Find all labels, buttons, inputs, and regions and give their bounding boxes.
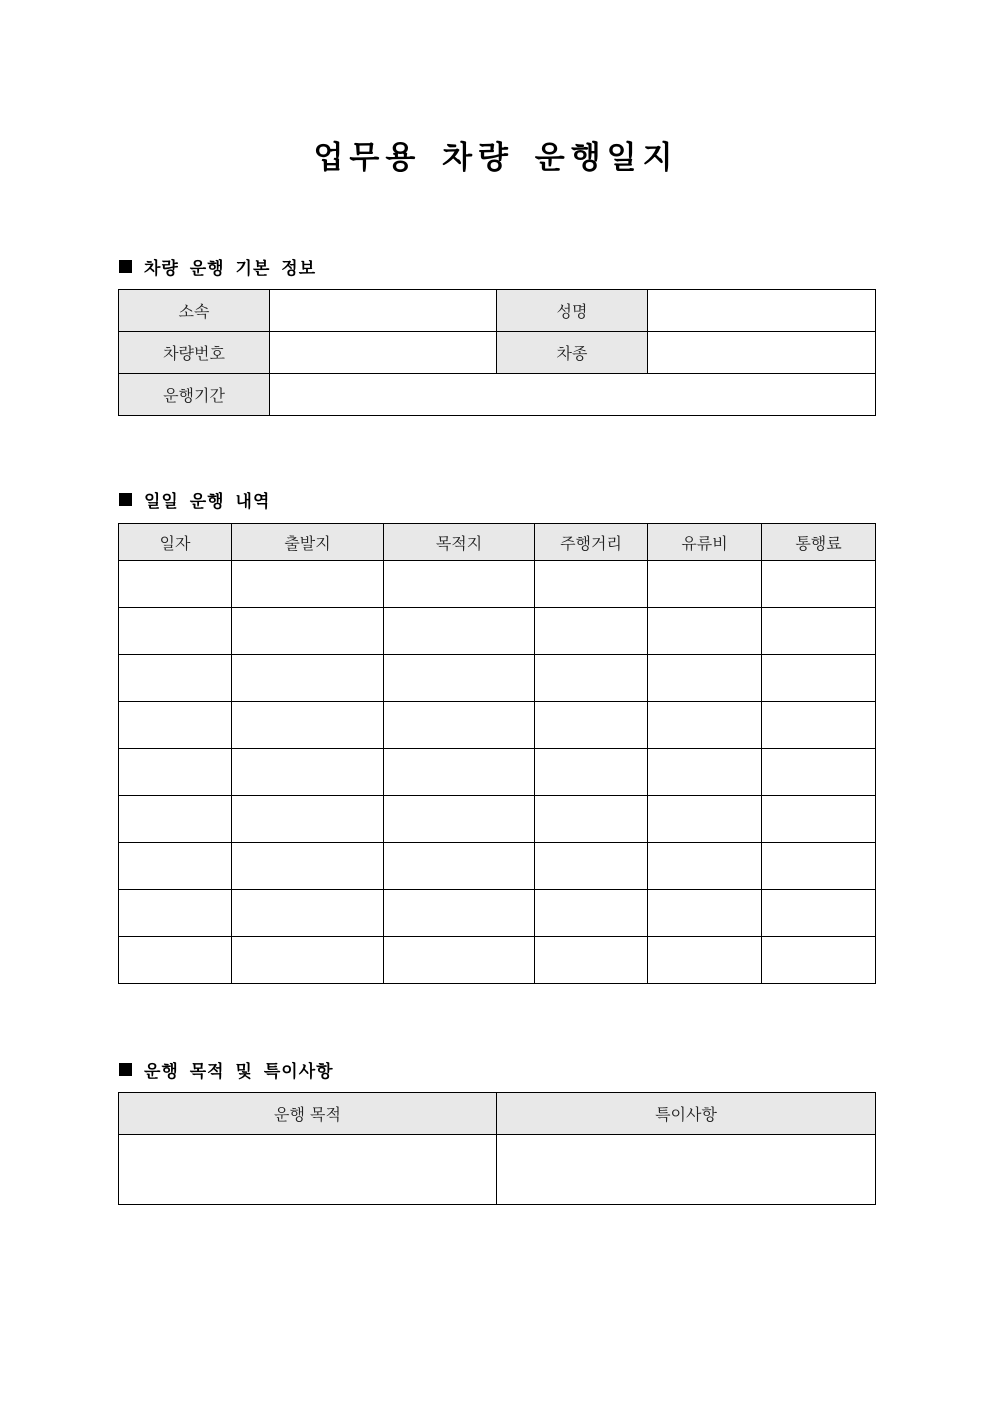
table-row [119, 749, 876, 796]
table-cell[interactable] [232, 608, 384, 655]
table-cell[interactable] [535, 843, 648, 890]
table-cell[interactable] [384, 749, 535, 796]
table-cell[interactable] [648, 655, 762, 702]
table-cell[interactable] [762, 655, 876, 702]
table-cell[interactable] [535, 655, 648, 702]
table-cell[interactable] [648, 561, 762, 608]
table-cell[interactable] [384, 655, 535, 702]
column-header: 통행료 [762, 524, 876, 561]
header-notes: 특이사항 [497, 1093, 876, 1135]
table-cell[interactable] [762, 937, 876, 984]
table-cell[interactable] [535, 890, 648, 937]
table-cell[interactable] [762, 796, 876, 843]
table-cell[interactable] [119, 702, 232, 749]
field-vehicle-type[interactable] [648, 332, 876, 374]
table-cell[interactable] [232, 890, 384, 937]
table-cell[interactable] [762, 843, 876, 890]
column-header: 일자 [119, 524, 232, 561]
table-cell[interactable] [384, 561, 535, 608]
table-cell[interactable] [648, 890, 762, 937]
table-cell[interactable] [232, 702, 384, 749]
field-period[interactable] [270, 374, 876, 416]
table-row [119, 890, 876, 937]
table-cell[interactable] [119, 796, 232, 843]
table-cell[interactable] [648, 937, 762, 984]
table-cell[interactable] [119, 561, 232, 608]
field-affiliation[interactable] [270, 290, 497, 332]
table-cell[interactable] [119, 890, 232, 937]
table-cell[interactable] [384, 843, 535, 890]
table-cell[interactable] [119, 937, 232, 984]
section-heading-label: 일일 운행 내역 [144, 492, 271, 512]
table-cell[interactable] [119, 655, 232, 702]
table-row [119, 702, 876, 749]
field-notes[interactable] [497, 1135, 876, 1205]
table-cell[interactable] [535, 561, 648, 608]
label-affiliation: 소속 [119, 290, 270, 332]
table-cell[interactable] [232, 561, 384, 608]
purpose-notes-table [118, 1092, 876, 1205]
section-heading-purpose [119, 1057, 334, 1082]
label-name: 성명 [497, 290, 648, 332]
table-cell[interactable] [535, 937, 648, 984]
table-cell[interactable] [762, 890, 876, 937]
section-heading-basic-info [119, 254, 316, 279]
column-header: 목적지 [384, 524, 535, 561]
table-cell[interactable] [384, 890, 535, 937]
table-cell[interactable] [535, 608, 648, 655]
daily-log-table [118, 523, 876, 984]
label-period: 운행기간 [119, 374, 270, 416]
table-row [119, 796, 876, 843]
table-cell[interactable] [648, 796, 762, 843]
table-row [119, 937, 876, 984]
table-cell[interactable] [232, 796, 384, 843]
table-cell[interactable] [384, 796, 535, 843]
table-cell[interactable] [384, 937, 535, 984]
column-header: 주행거리 [535, 524, 648, 561]
section-heading-label: 운행 목적 및 특이사항 [144, 1062, 334, 1082]
table-cell[interactable] [535, 749, 648, 796]
table-row [119, 608, 876, 655]
label-vehicle-number: 차량번호 [119, 332, 270, 374]
table-cell[interactable] [384, 702, 535, 749]
table-cell[interactable] [762, 608, 876, 655]
table-cell[interactable] [762, 561, 876, 608]
table-cell[interactable] [648, 749, 762, 796]
table-cell[interactable] [535, 702, 648, 749]
header-purpose: 운행 목적 [119, 1093, 497, 1135]
section-heading-label: 차량 운행 기본 정보 [144, 259, 317, 279]
table-cell[interactable] [648, 702, 762, 749]
table-cell[interactable] [119, 749, 232, 796]
document-title: 업무용 차량 운행일지 [313, 140, 679, 176]
table-row [119, 655, 876, 702]
table-row [119, 843, 876, 890]
table-cell[interactable] [232, 749, 384, 796]
basic-info-table [118, 289, 876, 416]
table-cell[interactable] [648, 843, 762, 890]
table-cell[interactable] [762, 702, 876, 749]
square-bullet-icon [119, 493, 132, 506]
table-cell[interactable] [119, 843, 232, 890]
table-cell[interactable] [232, 937, 384, 984]
table-cell[interactable] [762, 749, 876, 796]
square-bullet-icon [119, 260, 132, 273]
table-cell[interactable] [232, 655, 384, 702]
square-bullet-icon [119, 1063, 132, 1076]
field-name[interactable] [648, 290, 876, 332]
table-row [119, 561, 876, 608]
table-cell[interactable] [535, 796, 648, 843]
table-cell[interactable] [648, 608, 762, 655]
table-cell[interactable] [232, 843, 384, 890]
column-header: 유류비 [648, 524, 762, 561]
section-heading-daily-log [119, 487, 270, 512]
table-cell[interactable] [384, 608, 535, 655]
label-vehicle-type: 차종 [497, 332, 648, 374]
table-cell[interactable] [119, 608, 232, 655]
column-header: 출발지 [232, 524, 384, 561]
field-vehicle-number[interactable] [270, 332, 497, 374]
field-purpose[interactable] [119, 1135, 497, 1205]
